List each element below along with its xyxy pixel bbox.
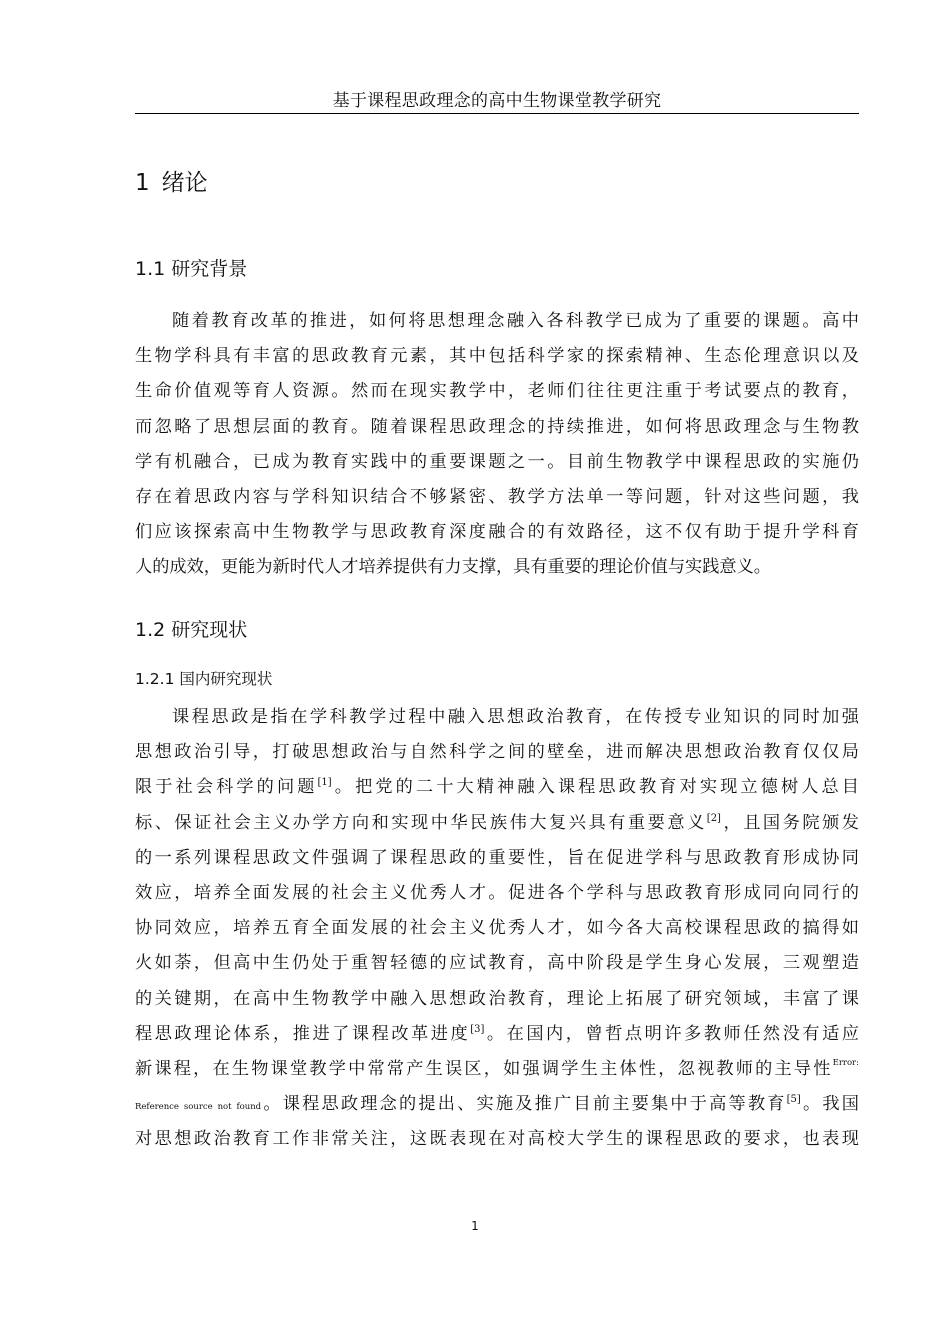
subsection-heading-1-2-1: 1.2.1 国内研究现状: [135, 670, 273, 688]
line-text: 程思政理论体系，推进了课程改革进度: [135, 1023, 471, 1044]
line-text: 。把党的二十大精神融入课程思政教育对实现立德树人总目: [331, 777, 859, 798]
reference-error-text: Reference source not found: [135, 1102, 262, 1113]
header-rule: [135, 113, 859, 114]
paragraph-line: 对思想政治教育工作非常关注，这既表现在对高校大学生的课程思政的要求，也表现: [135, 1129, 859, 1150]
citation-ref-3[interactable]: [3]: [470, 1023, 485, 1035]
paragraph-line: [135, 1052, 859, 1087]
citation-ref-2[interactable]: [2]: [706, 812, 721, 824]
paragraph-line: 人的成效，更能为新时代人才培养提供有力支撑，具有重要的理论价值与实践意义。: [135, 557, 771, 578]
line-text: 新课程，在生物课堂教学中常常产生误区，如强调学生主体性，忽视教师的主导性: [135, 1058, 833, 1079]
paragraph-line: 学有机融合，已成为教育实践中的重要课题之一。目前生物教学中课程思政的实施仍: [135, 451, 859, 472]
paragraph-line: [135, 770, 859, 805]
paragraph-line: [135, 1087, 859, 1122]
paragraph-line: [135, 806, 859, 841]
paragraph-line: 生命价值观等育人资源。然而在现实教学中，老师们往往更注重于考试要点的教育，: [135, 381, 859, 402]
paragraph-line: 效应，培养全面发展的社会主义优秀人才。促进各个学科与思政教育形成同向同行的: [135, 882, 859, 903]
paragraph-line: 的关键期，在高中生物教学中融入思想政治教育，理论上拓展了研究领域，丰富了课: [135, 988, 859, 1009]
paragraph-line: 们应该探索高中生物教学与思政教育深度融合的有效路径，这不仅有助于提升学科育: [135, 522, 859, 543]
line-text: 。课程思政理念的提出、实施及推广目前主要集中于高等教育: [261, 1094, 787, 1115]
line-text: ，且国务院颁发: [720, 812, 859, 833]
citation-ref-5[interactable]: [5]: [786, 1094, 801, 1106]
section-heading-1-2: 1.2 研究现状: [135, 619, 248, 641]
paragraph-line: 火如荼，但高中生仍处于重智轻德的应试教育，高中阶段是学生身心发展，三观塑造: [135, 953, 859, 974]
section-heading-1-1: 1.1 研究背景: [135, 258, 248, 280]
paragraph-line: 随着教育改革的推进，如何将思想理念融入各科教学已成为了重要的课题。高中: [172, 311, 859, 331]
running-header: 基于课程思政理念的高中生物课堂教学研究: [332, 91, 662, 111]
chapter-heading: [135, 168, 208, 198]
paragraph-research-background: [135, 304, 859, 586]
paragraph-line: 协同效应，培养五育全面发展的社会主义优秀人才，如今各大高校课程思政的搞得如: [135, 918, 859, 939]
paragraph-line: 课程思政是指在学科教学过程中融入思想政治教育，在传授专业知识的同时加强: [172, 707, 859, 727]
page-number: 1: [471, 1219, 479, 1233]
line-text: 。我国: [800, 1094, 859, 1115]
paragraph-domestic-research: [135, 700, 859, 1157]
paragraph-line: 的一系列课程思政文件强调了课程思政的重要性，旨在促进学科与思政教育形成协同: [135, 847, 859, 868]
paragraph-line: 存在着思政内容与学科知识结合不够紧密、教学方法单一等问题，针对这些问题，我: [135, 486, 859, 507]
paragraph-line: [135, 1017, 859, 1052]
paragraph-line: 生物学科具有丰富的思政教育元素，其中包括科学家的探索精神、生态伦理意识以及: [135, 346, 859, 367]
line-text: 限于社会科学的问题: [135, 777, 318, 798]
paragraph-line: 思想政治引导，打破思想政治与自然科学之间的壁垒，进而解决思想政治教育仅仅局: [135, 742, 859, 763]
reference-error-text: Error:: [832, 1057, 859, 1068]
line-text: 标、保证社会主义办学方向和实现中华民族伟大复兴具有重要意义: [135, 812, 707, 833]
chapter-title: 绪论: [161, 170, 208, 196]
paragraph-line: 而忽略了思想层面的教育。随着课程思政理念的持续推进，如何将思政理念与生物教: [135, 416, 859, 437]
chapter-number: 1: [135, 170, 150, 196]
citation-ref-1[interactable]: [1]: [317, 777, 332, 789]
line-text: 。在国内，曾哲点明许多教师任然没有适应: [484, 1023, 859, 1044]
